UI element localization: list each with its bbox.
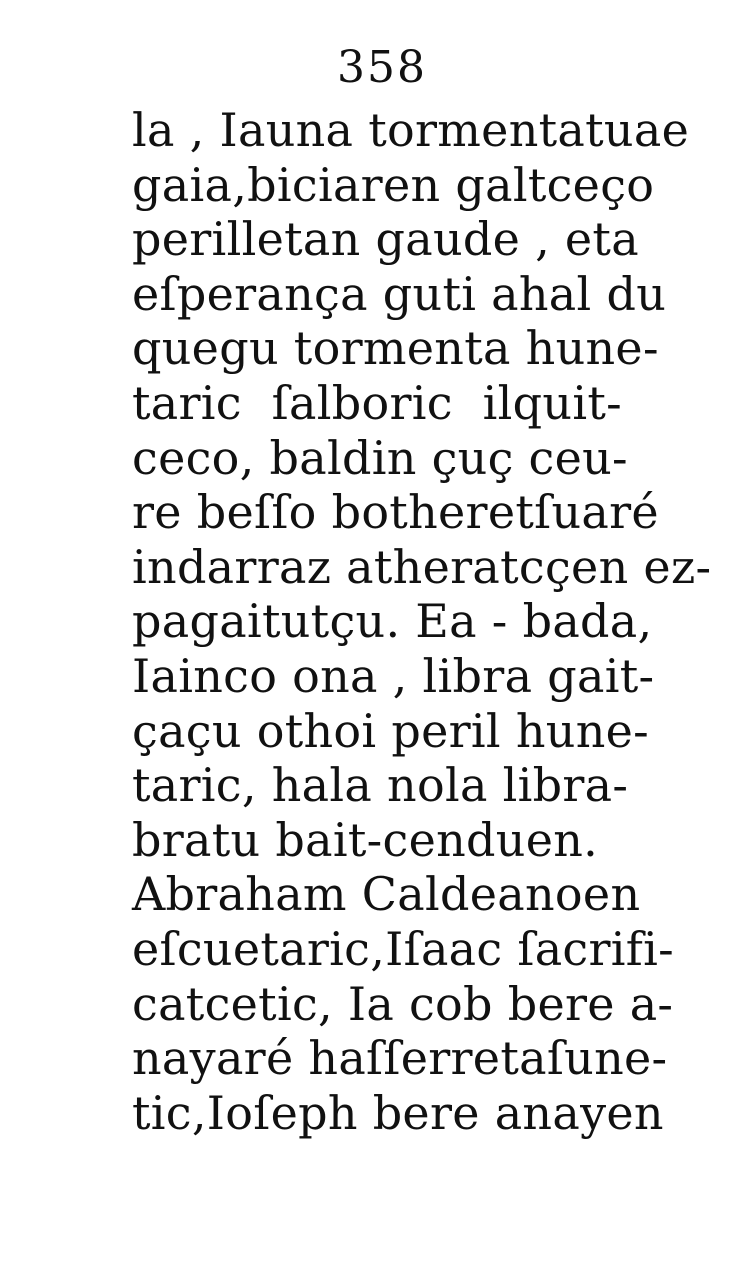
text-line: re beſſo botheretſuaré <box>132 485 659 540</box>
text-line: bratu bait-cenduen. <box>132 812 599 867</box>
text-line: nayaré haſſerretaſune- <box>132 1031 668 1086</box>
text-line: Iainco ona , libra gait- <box>132 648 655 703</box>
text-line: taric, hala nola libra- <box>132 758 629 813</box>
text-line: eſperança guti ahal du <box>132 266 667 321</box>
text-line: çaçu othoi peril hune- <box>132 703 649 758</box>
page-number: 358 <box>337 42 427 93</box>
text-line: Abraham Caldeanoen <box>132 867 641 922</box>
body-text <box>132 103 712 1140</box>
text-line: eſcuetaric,Iſaac ſacrifi- <box>132 921 674 976</box>
text-line: quegu tormenta hune- <box>132 321 659 376</box>
text-line: indarraz atheratcçen ez- <box>132 539 712 594</box>
text-line: taric ſalboric ilquit- <box>132 375 622 430</box>
text-line: tic,Ioſeph bere anayen <box>132 1085 664 1140</box>
text-line: catcetic, Ia cob bere a- <box>132 976 674 1031</box>
text-line: la , Iauna tormentatuae <box>132 103 690 157</box>
text-line: gaia,biciaren galtceço <box>132 157 655 212</box>
text-line: pagaitutçu. Ea - bada, <box>132 594 653 649</box>
text-line: ceco, baldin çuç ceu- <box>132 430 628 485</box>
text-line: perilletan gaude , eta <box>132 212 639 267</box>
